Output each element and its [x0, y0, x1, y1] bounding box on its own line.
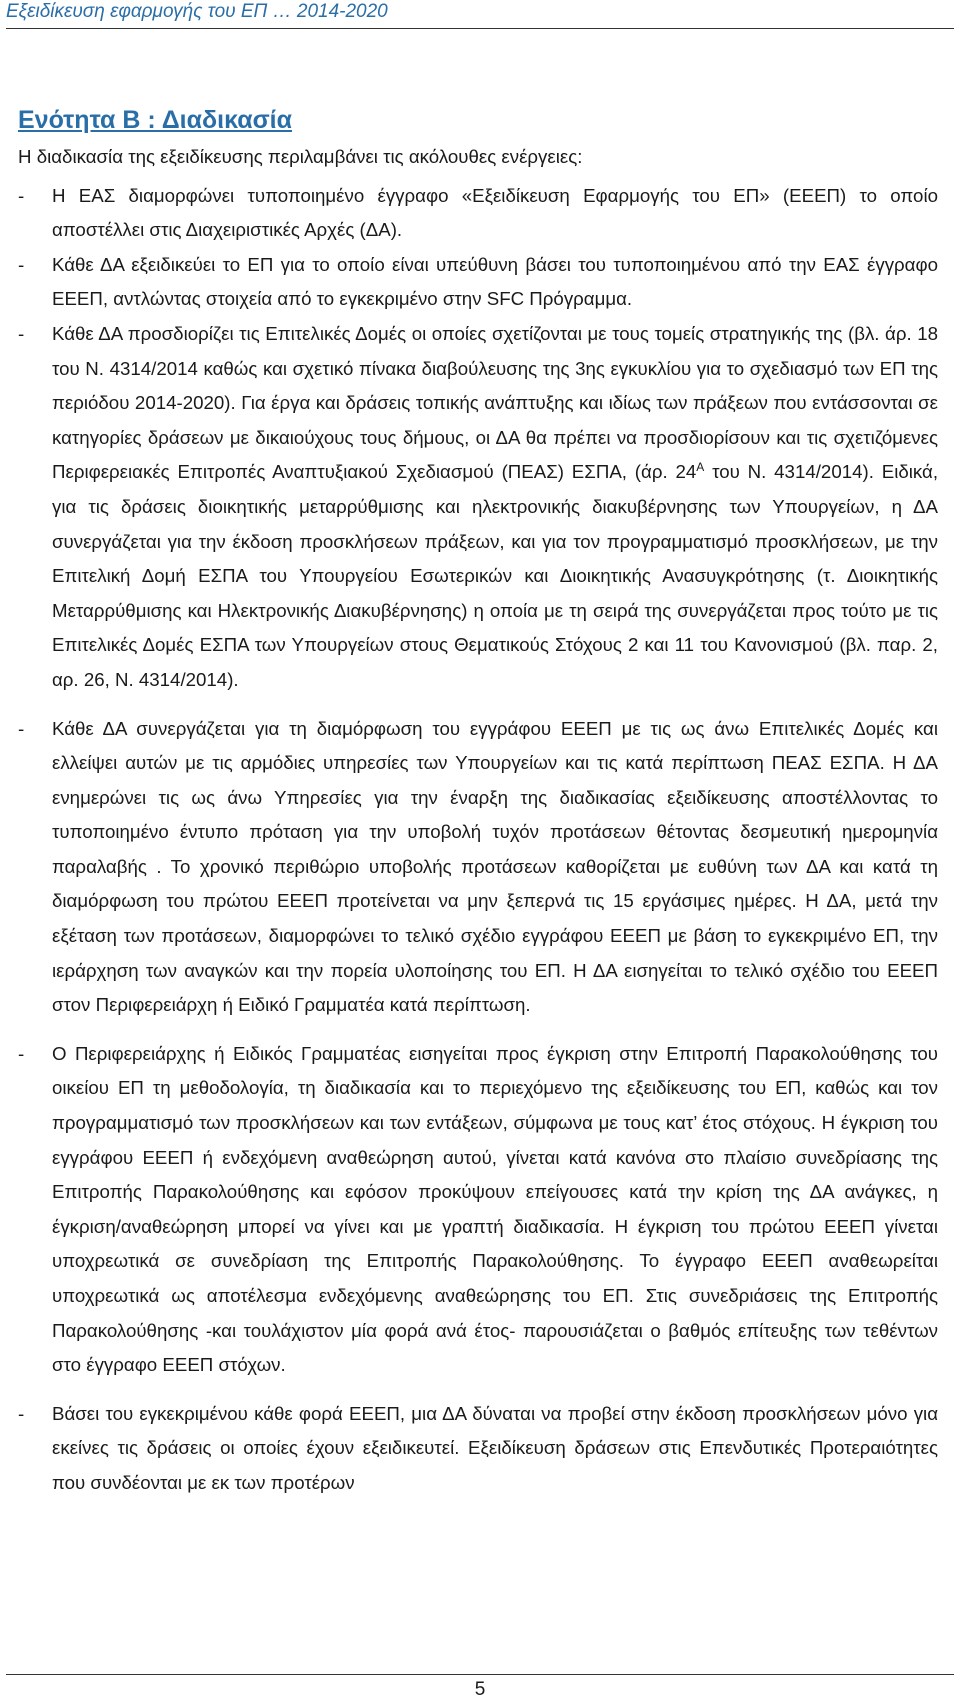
list-item-text: Ο Περιφερειάρχης ή Ειδικός Γραμματέας εισηγείται προς έγκριση στην Επιτροπή Παρακολούθησης του οικείου ΕΠ τη μεθοδολογία, τη διαδικασία και το περιεχόμενο της εξειδίκευσης του ΕΠ, καθώς και τον προγραμματισμό των προσκλήσεων και των εντάξεων, σύμφωνα με τους κατ’ έτος στόχους. Η έγκριση του εγγράφου ΕΕΕΠ ή ενδεχόμενη αναθεώρηση αυτού, γίνεται κατά κανόνα στο πλαίσιο συνεδρίασης της Επιτροπής Παρακολούθησης και εφόσον προκύψουν επείγουσες κατά την κρίση της ΔΑ ανάγκες, η έγκριση/αναθεώρηση μπορεί να γίνει και με γραπτή διαδικασία. Η έγκριση του πρώτου ΕΕΕΠ γίνεται υποχρεωτικά σε συνεδρίαση της Επιτροπής Παρακολούθησης. Το έγγραφο ΕΕΕΠ αναθεωρείται υποχρεωτικά ως αποτέλεσμα ενδεχόμενης αναθεώρησης του ΕΠ. Στις συνεδριάσεις της Επιτροπής Παρακολούθησης -και τουλάχιστον μία φορά ανά έτος- παρουσιάζεται ο βαθμός επίτευξης των τεθέντων στο έγγραφο ΕΕΕΠ στόχων.	[52, 1042, 938, 1376]
running-header	[6, 0, 954, 29]
section-title: Ενότητα Β : Διαδικασία	[18, 106, 292, 134]
list-dash: -	[18, 717, 25, 739]
list-item	[18, 712, 938, 1023]
document-body	[18, 100, 938, 1501]
list-item-text: Κάθε ΔΑ προσδιορίζει τις Επιτελικές Δομές οι οποίες σχετίζονται με τους τομείς στρατηγικής της (βλ. άρ. 18 του Ν. 4314/2014 καθώς και σχετικό πίνακα διαβούλευσης της 3ης εγκυκλίου για το σχεδιασμό των ΕΠ της περιόδου 2014-2020). Για έργα και δράσεις τοπικής ανάπτυξης και ιδίως των πράξεων που εντάσσονται σε κατηγορίες δράσεων με δικαιούχους τους δήμους, οι ΔΑ θα πρέπει να προσδιορίσουν και τις σχετιζόμενες Περιφερειακές Επιτροπές Αναπτυξιακού Σχεδιασμού (ΠΕΑΣ) ΕΣΠΑ, (άρ. 24	[52, 322, 938, 483]
list-item-text-continued: του Ν. 4314/2014). Ειδικά, για τις δράσεις διοικητικής μεταρρύθμισης και ηλεκτρονικής διακυβέρνησης των Υπουργείων, η ΔΑ συνεργάζεται για την έκδοση προσκλήσεων πράξεων, και για τον προγραμματισμό προσκλήσεων, με την Επιτελική Δομή ΕΣΠΑ του Υπουργείου Εσωτερικών και Διοικητικής Ανασυγκρότησης (τ. Διοικητικής Μεταρρύθμισης και Ηλεκτρονικής Διακυβέρνησης) η οποία με τη σειρά της συνεργάζεται προς τούτο με τις Επιτελικές Δομές ΕΣΠΑ των Υπουργείων στους Θεματικούς Στόχους 2 και 11 του Κανονισμού (βλ. παρ. 2, αρ. 26, Ν. 4314/2014).	[52, 461, 939, 690]
superscript-marker: Α	[696, 460, 705, 475]
list-item-text: Η ΕΑΣ διαμορφώνει τυποποιημένο έγγραφο «Εξειδίκευση Εφαρμογής του ΕΠ» (ΕΕΕΠ) το οποίο αποστέλλει στις Διαχειριστικές Αρχές (ΔΑ).	[52, 184, 938, 241]
section-intro: Η διαδικασία της εξειδίκευσης περιλαμβάνει τις ακόλουθες ενέργειες:	[18, 146, 583, 167]
list-dash: -	[18, 184, 25, 206]
list-item-text: Βάσει του εγκεκριμένου κάθε φορά ΕΕΕΠ, μια ΔΑ δύναται να προβεί στην έκδοση προσκλήσεων μόνο για εκείνες τις δράσεις οι οποίες έχουν εξειδικευτεί. Εξειδίκευση δράσεων στις Επενδυτικές Προτεραιότητες που συνδέονται με εκ των προτέρων	[52, 1402, 938, 1493]
list-dash: -	[18, 322, 25, 344]
list-item	[18, 1397, 938, 1501]
list-item	[18, 1037, 938, 1383]
list-dash: -	[18, 1042, 25, 1064]
list-item	[18, 248, 938, 317]
list-dash: -	[18, 1402, 25, 1424]
running-header-title: Εξειδίκευση εφαρμογής του ΕΠ … 2014-2020	[6, 1, 388, 22]
list-item	[18, 179, 938, 248]
list-item-text: Κάθε ΔΑ συνεργάζεται για τη διαμόρφωση του εγγράφου ΕΕΕΠ με τις ως άνω Επιτελικές Δομές και ελλείψει αυτών με τις αρμόδιες υπηρεσίες των Υπουργείων και τις κατά περίπτωση ΠΕΑΣ ΕΣΠΑ. Η ΔΑ ενημερώνει τις ως άνω Υπηρεσίες για την έναρξη της διαδικασίας εξειδίκευσης αποστέλλοντας το τυποποιημένο έντυπο πρόταση για την υποβολή τυχόν προτάσεων θέτοντας δεσμευτική ημερομηνία παραλαβής . Το χρονικό περιθώριο υποβολής προτάσεων καθορίζεται με ευθύνη των ΔΑ και κατά τη διαμόρφωση του πρώτου ΕΕΕΠ προτείνεται να μην ξεπερνά τις 15 εργάσιμες ημέρες. Η ΔΑ, μετά την εξέταση των προτάσεων, διαμορφώνει το τελικό σχέδιο εγγράφου ΕΕΕΠ με βάση το εγκεκριμένο ΕΠ, την ιεράρχηση των αναγκών και την πορεία υλοποίησης του ΕΠ. Η ΔΑ εισηγείται το τελικό σχέδιο του ΕΕΕΠ στον Περιφερειάρχη ή Ειδικό Γραμματέα κατά περίπτωση.	[52, 717, 938, 1016]
list-dash: -	[18, 253, 25, 275]
list-item	[18, 317, 938, 698]
list-item-text: Κάθε ΔΑ εξειδικεύει το ΕΠ για το οποίο είναι υπεύθυνη βάσει του τυποποιημένου από την ΕΑΣ έγγραφο ΕΕΕΠ, αντλώντας στοιχεία από το εγκεκριμένο στην SFC Πρόγραμμα.	[52, 253, 938, 310]
procedure-list	[18, 179, 938, 1501]
page-number: 5	[474, 1679, 486, 1700]
footer-rule	[6, 1674, 954, 1675]
